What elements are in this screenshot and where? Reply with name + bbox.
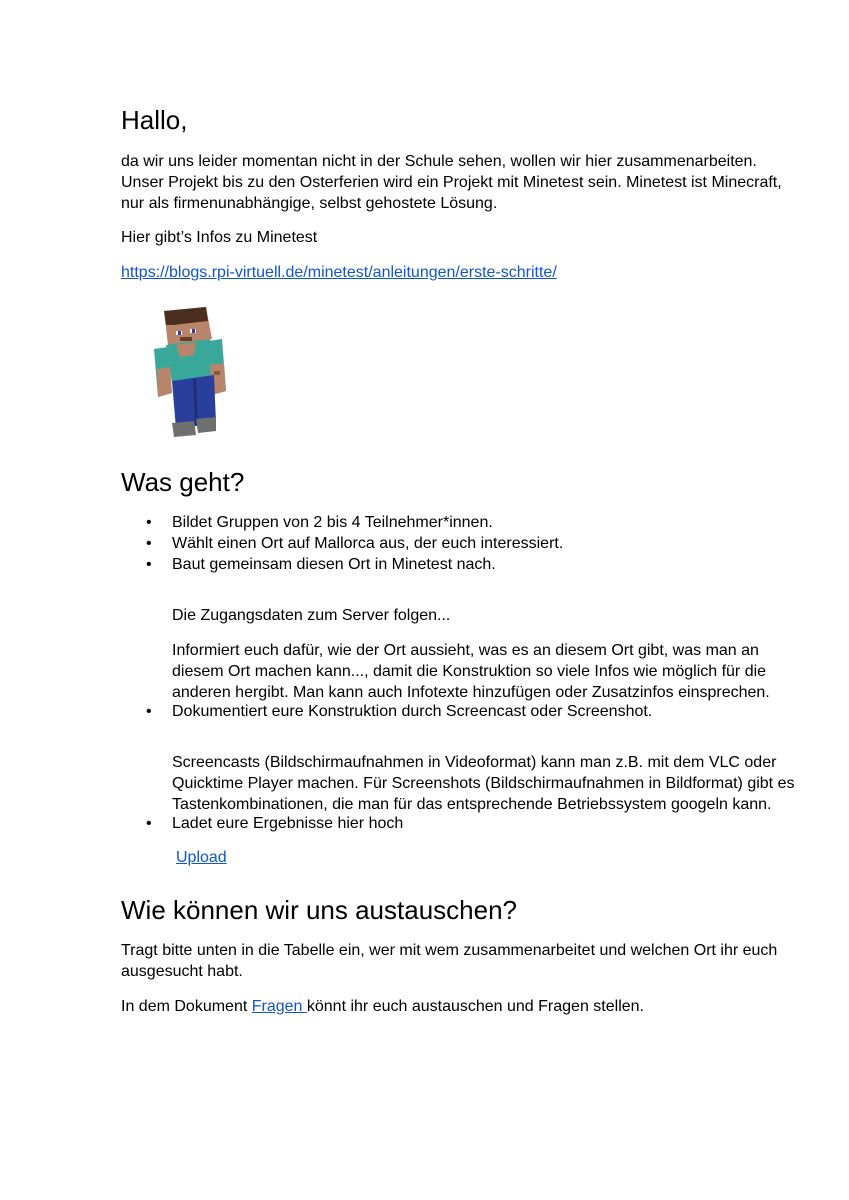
minetest-info-link[interactable]: https://blogs.rpi-virtuell.de/minetest/anleitungen/erste-schritte/ bbox=[121, 264, 557, 281]
bullet-item-2: Wählt einen Ort auf Mallorca aus, der euch interessiert. bbox=[172, 535, 564, 552]
intro-line-3: nur als firmenunabhängige, selbst gehostete Lösung. bbox=[121, 195, 498, 212]
minetest-character-icon bbox=[150, 307, 230, 437]
intro-line-2: Unser Projekt bis zu den Osterferien wird ein Projekt mit Minetest sein. Minetest ist Minecraft, bbox=[121, 174, 782, 191]
fragen-sentence bbox=[121, 997, 644, 1018]
screencast-line-2: Quicktime Player machen. Für Screenshots (Bildschirmaufnahmen in Bildformat) gibt es bbox=[172, 775, 795, 792]
inform-line-3: anderen hergibt. Man kann auch Infotexte hinzufügen oder Zusatzinfos einsprechen. bbox=[172, 684, 770, 701]
bullet-item-1: Bildet Gruppen von 2 bis 4 Teilnehmer*innen. bbox=[172, 514, 493, 531]
bullet-marker: • bbox=[146, 556, 152, 573]
bullet-marker: • bbox=[146, 815, 152, 832]
fragen-link[interactable]: Fragen bbox=[251, 998, 307, 1015]
fragen-sentence-start: In dem Dokument bbox=[121, 998, 252, 1015]
bullet-item-3: Baut gemeinsam diesen Ort in Minetest nach. bbox=[172, 556, 496, 573]
inform-line-1: Informiert euch dafür, wie der Ort aussieht, was es an diesem Ort gibt, was man an bbox=[172, 642, 759, 659]
bullet-item-4: Dokumentiert eure Konstruktion durch Screencast oder Screenshot. bbox=[172, 703, 653, 720]
table-note-line-1: Tragt bitte unten in die Tabelle ein, wer mit wem zusammenarbeitet und welchen Ort ihr euch bbox=[121, 942, 778, 959]
screencast-line-3: Tastenkombinationen, die man für das entsprechende Betriebssystem googeln kann. bbox=[172, 796, 772, 813]
intro-line-1: da wir uns leider momentan nicht in der Schule sehen, wollen wir hier zusammenarbeiten. bbox=[121, 153, 757, 170]
inform-line-2: diesem Ort machen kann..., damit die Konstruktion so viele Infos wie möglich für die bbox=[172, 663, 767, 680]
screencast-line-1: Screencasts (Bildschirmaufnahmen in Videoformat) kann man z.B. mit dem VLC oder bbox=[172, 754, 777, 771]
bullet-item-5: Ladet eure Ergebnisse hier hoch bbox=[172, 815, 404, 832]
table-note-line-2: ausgesucht habt. bbox=[121, 963, 243, 980]
fragen-sentence-end: könnt ihr euch austauschen und Fragen stellen. bbox=[306, 998, 644, 1015]
bullet-marker: • bbox=[146, 703, 152, 720]
upload-link[interactable]: Upload bbox=[176, 849, 227, 866]
was-geht-heading: Was geht? bbox=[121, 467, 245, 497]
server-note: Die Zugangsdaten zum Server folgen... bbox=[172, 607, 451, 624]
austausch-heading: Wie können wir uns austauschen? bbox=[121, 895, 518, 925]
greeting-heading: Hallo, bbox=[121, 105, 188, 135]
bullet-marker: • bbox=[146, 514, 152, 531]
info-label: Hier gibt’s Infos zu Minetest bbox=[121, 229, 318, 246]
bullet-marker: • bbox=[146, 535, 152, 552]
